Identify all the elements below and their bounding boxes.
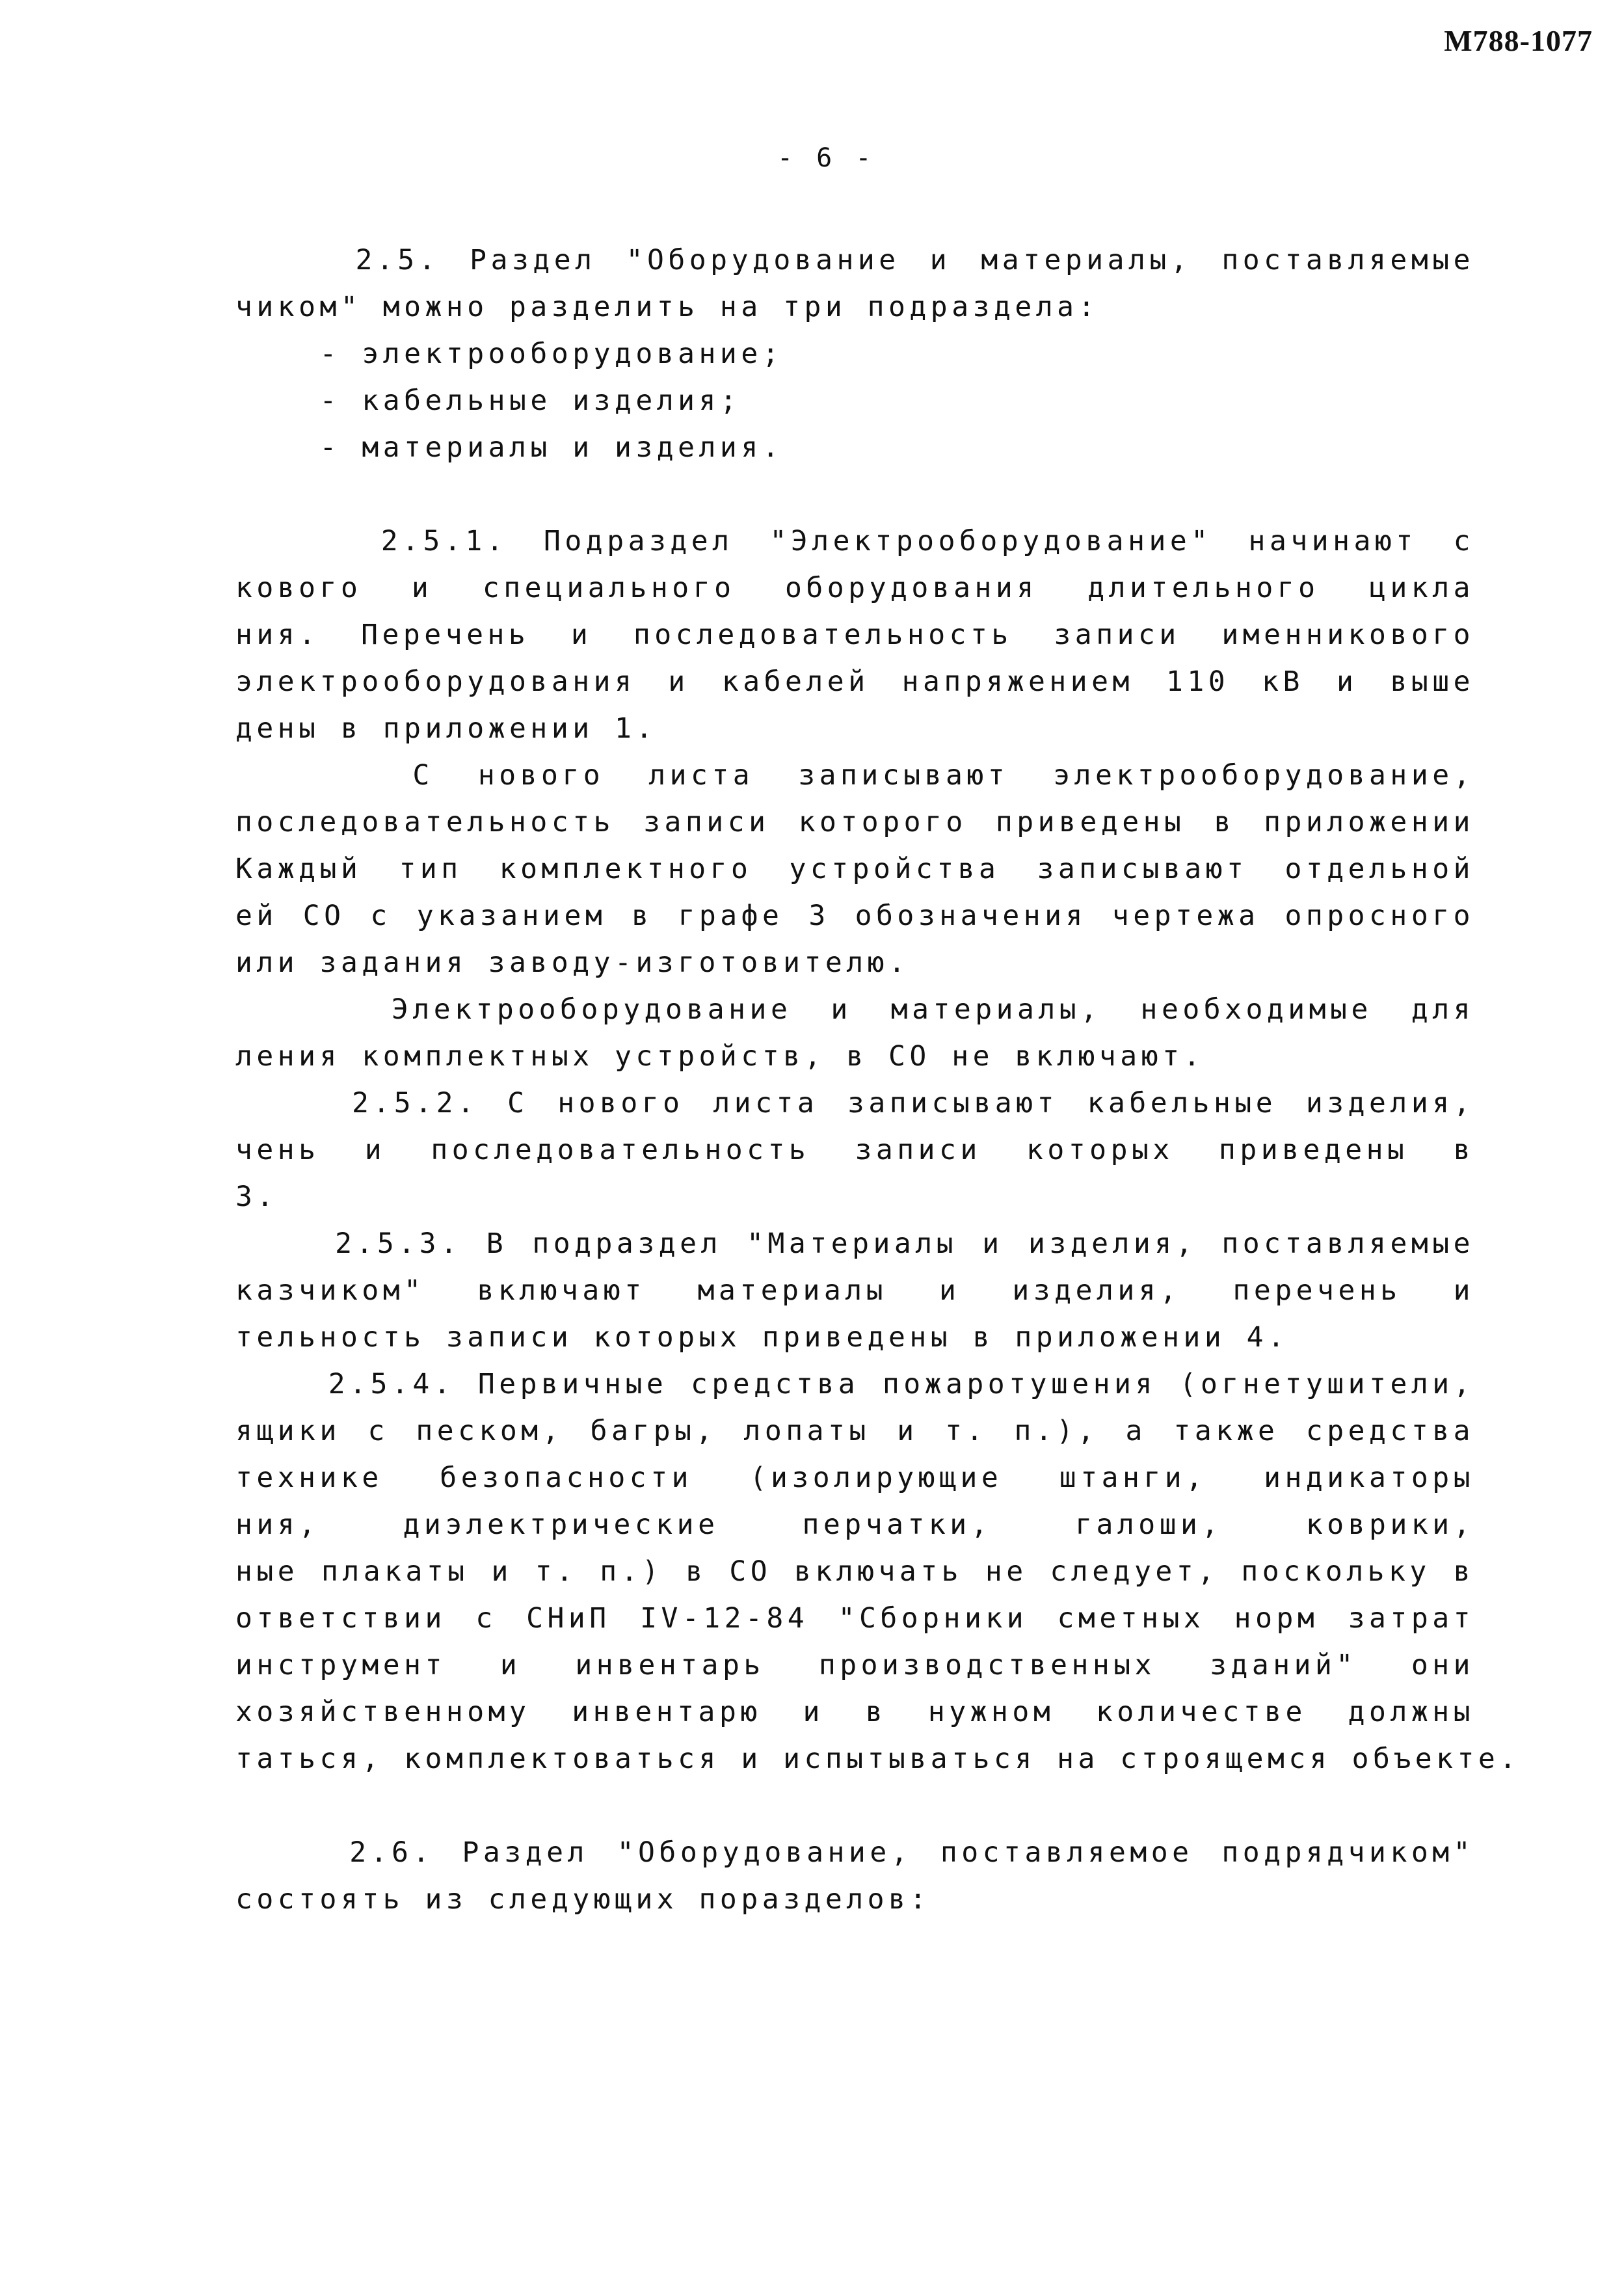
document-code: М788-1077 xyxy=(1444,24,1593,57)
text-line: ные плакаты и т. п.) в СО включать не следует, поскольку в xyxy=(235,1555,1474,1588)
text-line: - материалы и изделия. xyxy=(235,431,784,464)
text-line: С нового листа записывают электрооборудование, xyxy=(412,759,1474,792)
text-line: чиком" можно разделить на три подраздела: xyxy=(235,291,1099,323)
text-line: состоять из следующих поразделов: xyxy=(235,1883,931,1916)
text-line: хозяйственному инвентарю и в нужном количестве должны xyxy=(235,1696,1474,1728)
text-line: ответствии с СНиП IV-12-84 "Сборники сметных норм затрат xyxy=(235,1602,1474,1635)
text-line: казчиком" включают материалы и изделия, перечень и xyxy=(235,1274,1474,1307)
text-line: инструмент и инвентарь производственных зданий" они xyxy=(235,1649,1474,1681)
text-line: или задания заводу-изготовителю. xyxy=(235,946,910,979)
text-line: - кабельные изделия; xyxy=(235,384,741,417)
text-line: 2.5.1. Подраздел "Электрооборудование" начинают с xyxy=(380,525,1474,557)
text-line: Электрооборудование и материалы, необходимые для xyxy=(391,993,1474,1026)
text-line: ящики с песком, багры, лопаты и т. п.), а также средства xyxy=(235,1415,1474,1447)
text-line: 3. xyxy=(235,1181,278,1213)
text-line: ния, диэлектрические перчатки, галоши, коврики, xyxy=(235,1508,1474,1541)
text-line: 2.5.4. Первичные средства пожаротушения (огнетушители, xyxy=(328,1368,1474,1400)
body-text xyxy=(235,237,1521,1923)
text-line xyxy=(235,1782,1474,1829)
text-line: 2.5. Раздел "Оборудование и материалы, поставляемые xyxy=(355,244,1474,276)
text-line: чень и последовательность записи которых приведены в xyxy=(235,1134,1474,1166)
text-line: технике безопасности (изолирующие штанги, индикаторы xyxy=(235,1462,1474,1494)
text-line: тельность записи которых приведены в приложении 4. xyxy=(235,1321,1289,1354)
text-line: дены в приложении 1. xyxy=(235,712,657,745)
text-line: - электрооборудование; xyxy=(235,338,784,370)
text-line: ей СО с указанием в графе 3 обозначения чертежа опросного xyxy=(235,900,1474,932)
text-line: таться, комплектоваться и испытываться на строящемся объекте. xyxy=(235,1743,1521,1775)
page-number: - 6 - xyxy=(777,143,875,173)
text-line: ления комплектных устройств, в СО не включают. xyxy=(235,1040,1205,1073)
text-line: 2.6. Раздел "Оборудование, поставляемое подрядчиком" xyxy=(349,1836,1474,1869)
text-line: последовательность записи которого приведены в приложении xyxy=(235,806,1474,838)
text-line: 2.5.2. С нового листа записывают кабельные изделия, xyxy=(352,1087,1474,1119)
text-line xyxy=(235,471,1474,518)
text-line: 2.5.3. В подраздел "Материалы и изделия, поставляемые xyxy=(335,1227,1474,1260)
text-line: электрооборудования и кабелей напряжением 110 кВ и выше xyxy=(235,665,1474,698)
text-line: Каждый тип комплектного устройства записывают отдельной xyxy=(235,853,1474,885)
text-line: ния. Перечень и последовательность записи именникового xyxy=(235,619,1474,651)
text-line: кового и специального оборудования длительного цикла xyxy=(235,572,1474,604)
